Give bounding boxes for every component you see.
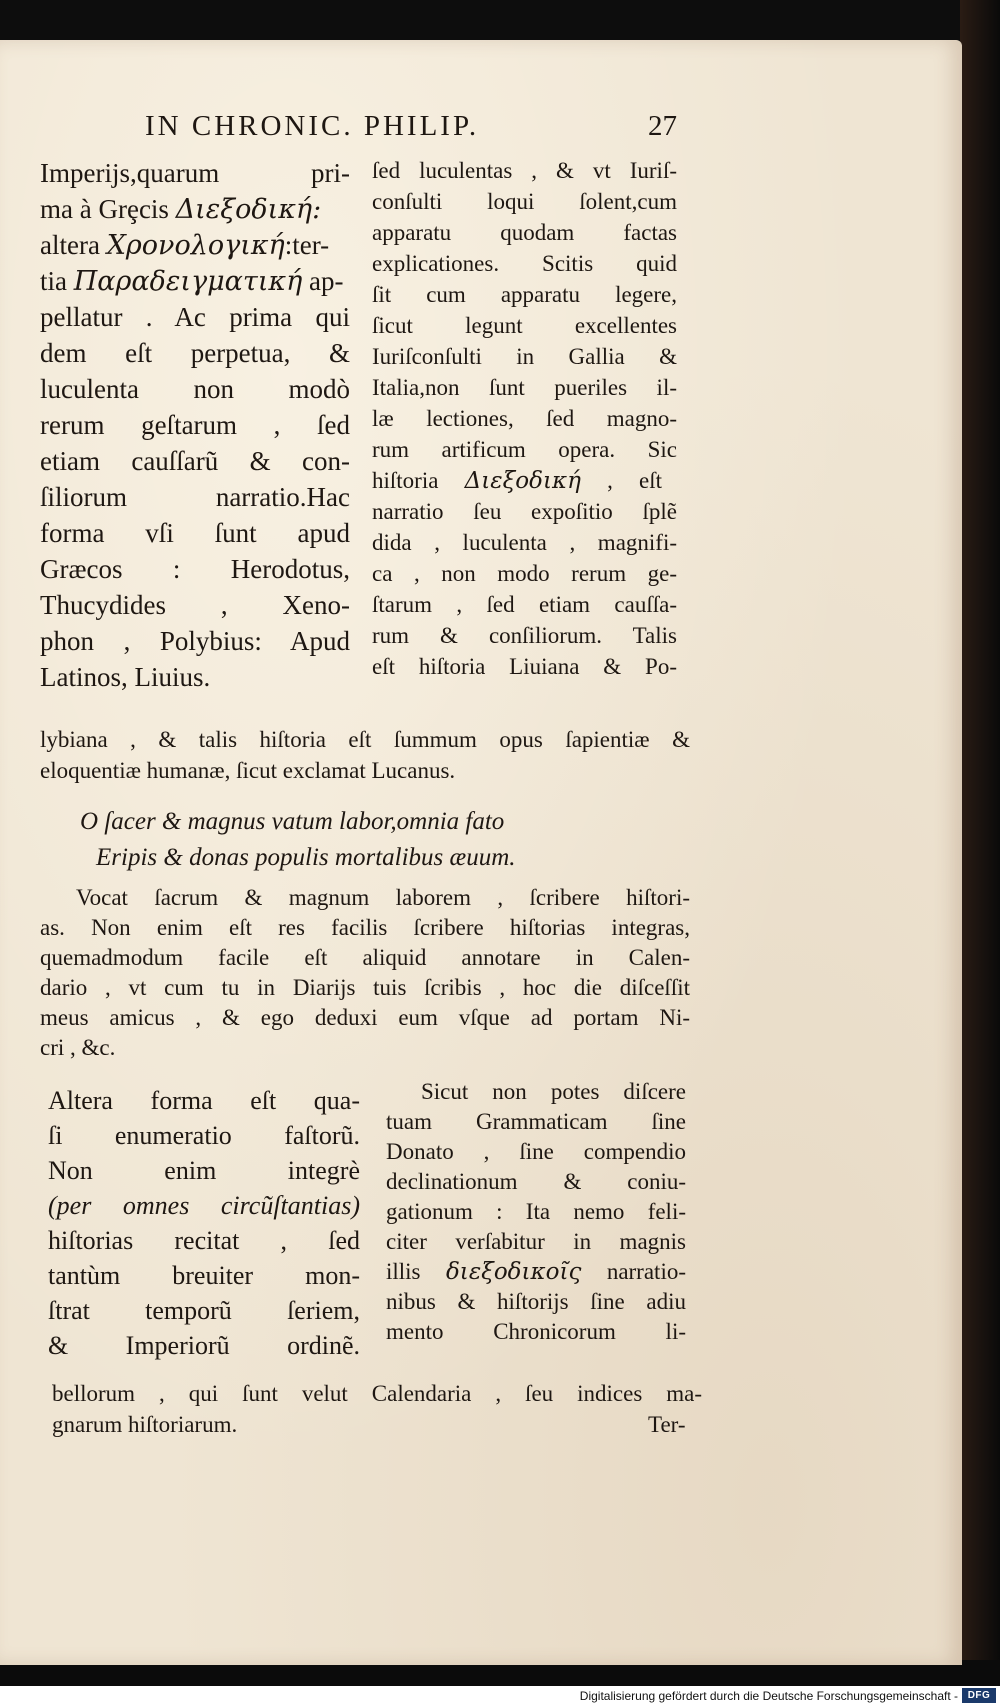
text-line: illis διεξοδικοῖς narratio- [386,1259,686,1285]
funding-credit: Digitalisierung gefördert durch die Deutsche Forschungsgemeinschaft - [579,1689,958,1703]
text-line: meus amicus , & ego deduxi eum vſque ad portam Ni- [40,1005,690,1030]
text-line: narratio ſeu expoſitio ſplẽ [372,499,677,524]
text-line: rum & conſiliorum. Talis [372,623,677,648]
text-line: ſicut legunt excellentes [372,313,677,338]
catchword: Ter- [648,1412,686,1437]
text-line: cri , &c. [40,1035,116,1060]
text-line: Italia,non ſunt pueriles il- [372,375,677,400]
text-line: gationum : Ita nemo feli- [386,1199,686,1224]
text-line: ſi enumeratio faſtorũ. [48,1121,360,1150]
text-line: ſtrat temporũ ſeriem, [48,1296,360,1325]
text-line: Non enim integrè [48,1156,360,1185]
text-line: altera Χρονολογική:ter- [40,230,330,261]
text-line: luculenta non modò [40,374,350,404]
text-line: as. Non enim eſt res facilis ſcribere hiſtorias integras, [40,915,690,940]
text-line: hiſtoria Διεξοδική , eſt [372,468,662,494]
text-line: Iuriſconſulti in Gallia & [372,344,677,369]
text-line: tantùm breuiter mon- [48,1261,360,1290]
text-line: Imperijs,quarum pri- [40,158,350,188]
running-title: IN CHRONIC. PHILIP. [145,110,480,142]
text-line: phon , Polybius: Apud [40,626,350,656]
text-line: Sicut non potes diſcere [421,1079,686,1104]
greek-term: διεξοδικοῖς [445,1259,582,1285]
text-line: dario , vt cum tu in Diarijs tuis ſcribis , hoc die diſceſſit [40,975,690,1000]
scanner-background-right [960,0,1000,1706]
greek-term: Χρονολογική [106,230,285,261]
greek-term: Παραδειγματική [73,266,303,297]
text-line: ſed luculentas , & vt Iuriſ- [372,158,677,183]
text-line: ſit cum apparatu legere, [372,282,677,307]
text-line: explicationes. Scitis quid [372,251,677,276]
text-line: Græcos : Herodotus, [40,554,350,584]
text-line: hiſtorias recitat , ſed [48,1226,360,1255]
text-line: Altera forma eſt qua- [48,1086,360,1115]
text-line: ma à Grȩcis Διεξοδική: [40,194,322,225]
text-line: ſiliorum narratio.Hac [40,482,350,512]
text-line: gnarum hiſtoriarum. [52,1412,238,1437]
text-line: rum artificum opera. Sic [372,437,677,462]
text-line: nibus & hiſtorijs ſine adiu [386,1289,686,1314]
text-line: apparatu quodam factas [372,220,677,245]
text-line: (per omnes circũſtantias) [48,1191,360,1220]
text-line: eloquentiæ humanæ, ſicut exclamat Lucanus. [40,758,456,783]
text-line: rerum geſtarum , ſed [40,410,350,440]
text-line: Vocat ſacrum & magnum laborem , ſcribere hiſtori- [76,885,690,910]
text-line: ca , non modo rerum ge- [372,561,677,586]
verse-line: O ſacer & magnus vatum labor,omnia fato [80,808,505,835]
text-line: Thucydides , Xeno- [40,590,350,620]
text-line: quemadmodum facile eſt aliquid annotare in Calen- [40,945,690,970]
text-line: Donato , ſine compendio [386,1139,686,1164]
text-line: & Imperiorũ ordinẽ. [48,1331,360,1360]
text-line: dem eſt perpetua, & [40,338,350,368]
text-line: declinationum & coniu- [386,1169,686,1194]
text-line: bellorum , qui ſunt velut Calendaria , ſeu indices ma- [52,1381,702,1406]
text-line: Latinos, Liuius. [40,662,211,692]
verse-line: Eripis & donas populis mortalibus æuum. [96,844,516,871]
text-line: ſtarum , ſed etiam cauſſa- [372,592,677,617]
text-line: conſulti loqui ſolent,cum [372,189,677,214]
text-line: tia Παραδειγματική ap- [40,266,344,297]
dfg-logo: DFG [962,1688,996,1703]
text-line: eſt hiſtoria Liuiana & Po- [372,654,677,679]
text-line: mento Chronicorum li- [386,1319,686,1344]
text-line: forma vſi ſunt apud [40,518,350,548]
text-line: pellatur . Ac prima qui [40,302,350,332]
page-number: 27 [648,110,677,142]
text-line: etiam cauſſarũ & con- [40,446,350,476]
text-line: læ lectiones, ſed magno- [372,406,677,431]
greek-term: Διεξοδική [464,468,581,494]
text-line: dida , luculenta , magnifi- [372,530,677,555]
greek-term: Διεξοδική: [175,194,322,225]
text-line: citer verſabitur in magnis [386,1229,686,1254]
text-line: tuam Grammaticam ſine [386,1109,686,1134]
text-line: lybiana , & talis hiſtoria eſt ſummum opus ſapientiæ & [40,727,690,752]
